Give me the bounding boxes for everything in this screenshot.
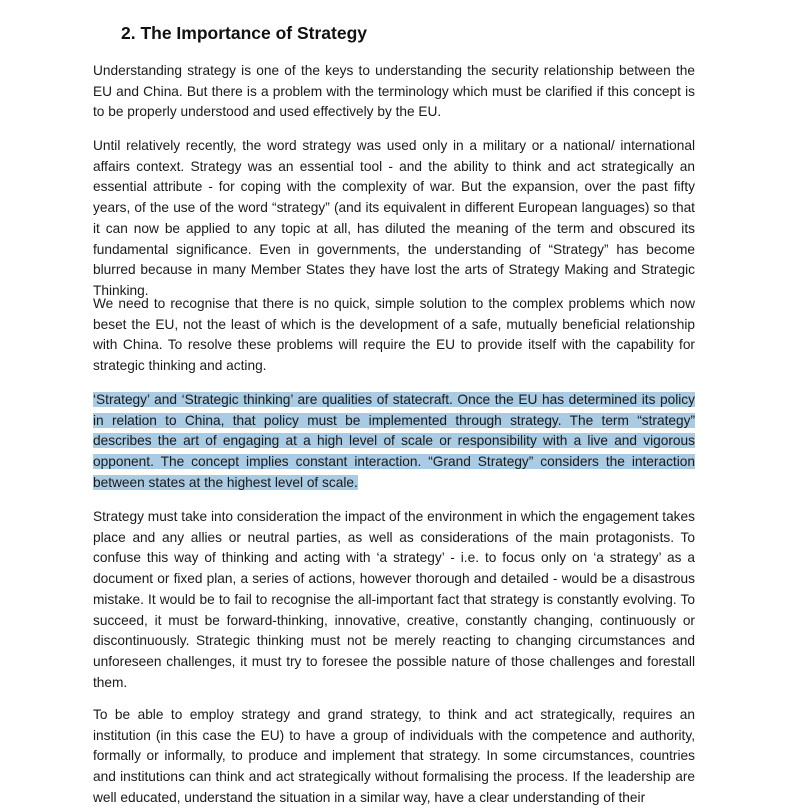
highlighted-paragraph-statecraft[interactable] (93, 390, 695, 494)
paragraph-strategy-history: Until relatively recently, the word strategy was used only in a military or a national/ international affairs context. Strategy was an essential tool - and the ability to think and act strategically an essential attribute - for coping with the complexity of war. But the expansion, over the past fifty years, of the use of the word “strategy” (and its equivalent in different European languages) so that it can now be applied to any topic at all, has diluted the meaning of the term and obscured its fundamental significance. Even in governments, the understanding of “Strategy” has become blurred because in many Member States they have lost the arts of Strategy Making and Strategic Thinking. (93, 138, 695, 298)
text-highlight[interactable]: ‘Strategy’ and ‘Strategic thinking’ are qualities of statecraft. Once the EU has determined its policy in relation to China, that policy must be implemented through strategy. The term “strategy” describes the art of engaging at a high level of scale or responsibility with a live and vigorous opponent. The concept implies constant interaction. “Grand Strategy” considers the interaction between states at the highest level of scale. (93, 392, 695, 490)
paragraph-employing-strategy: To be able to employ strategy and grand strategy, to think and act strategically, requires an institution (in this case the EU) to have a group of individuals with the competence and authority, formally or informally, to produce and implement that strategy. In some circumstances, countries and institutions can think and act strategically without formalising the process. If the leadership are well educated, understand the situation in a similar way, have a clear understanding of their (93, 707, 695, 805)
paragraph-strategy-terminology: Understanding strategy is one of the keys to understanding the security relationship between the EU and China. But there is a problem with the terminology which must be clarified if this concept is to be properly understood and used effectively by the EU. (93, 63, 695, 120)
paragraph-eu-china-problems: We need to recognise that there is no quick, simple solution to the complex problems which now beset the EU, not the least of which is the development of a safe, mutually beneficial relationship with China. To resolve these problems will require the EU to provide itself with the capability for strategic thinking and acting. (93, 296, 695, 374)
paragraph-strategy-environment: Strategy must take into consideration the impact of the environment in which the engagement takes place and any allies or neutral parties, as well as considerations of the main protagonists. To confuse this way of thinking and acting with ‘a strategy’ - i.e. to focus only on ‘a strategy’ as a document or fixed plan, a series of actions, however thorough and detailed - would be a disastrous mistake. It would be to fail to recognise the all-important fact that strategy is constantly evolving. To succeed, it must be forward-thinking, innovative, creative, constantly changing, continuously or discontinuously. Strategic thinking must not be merely reacting to changing circumstances and unforeseen challenges, it must try to foresee the possible nature of those challenges and forestall them. (93, 509, 695, 690)
section-title: 2. The Importance of Strategy (121, 23, 368, 43)
